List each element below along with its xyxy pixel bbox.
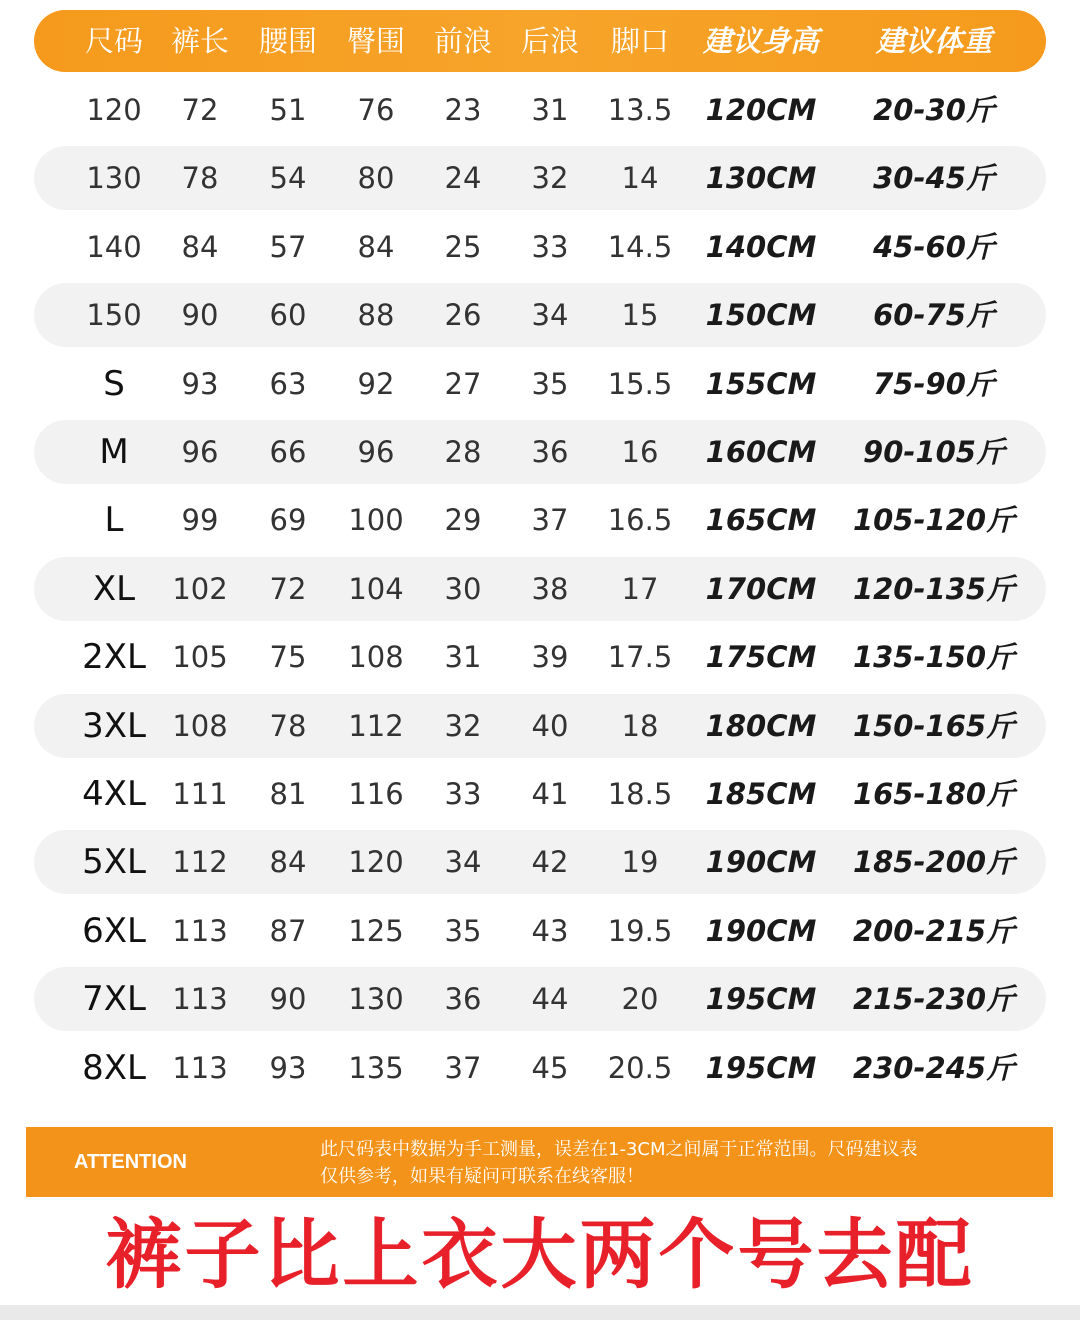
cell-height: 195CM xyxy=(705,1051,817,1085)
cell-back-rise: 45 xyxy=(531,1051,569,1085)
table-row xyxy=(34,352,1046,416)
cell-hip: 120 xyxy=(348,845,404,879)
cell-size: 7XL xyxy=(82,979,146,1019)
table-row xyxy=(34,215,1046,279)
cell-back-rise: 34 xyxy=(531,298,569,332)
header-height: 建议身高 xyxy=(702,24,820,58)
attention-banner xyxy=(26,1127,1053,1197)
size-chart-header xyxy=(34,10,1046,72)
cell-height: 180CM xyxy=(705,709,817,743)
cell-length: 90 xyxy=(181,298,219,332)
header-front-rise: 前浪 xyxy=(433,24,493,58)
header-size: 尺码 xyxy=(84,24,144,58)
cell-length: 99 xyxy=(181,503,219,537)
cell-size: 2XL xyxy=(82,637,146,677)
table-row xyxy=(34,762,1046,826)
cell-length: 105 xyxy=(172,640,228,674)
footer-strip xyxy=(0,1305,1080,1320)
cell-hip: 88 xyxy=(357,298,395,332)
cell-height: 165CM xyxy=(705,503,817,537)
cell-waist: 54 xyxy=(269,161,307,195)
cell-size: 120 xyxy=(86,93,142,127)
table-row xyxy=(34,488,1046,552)
cell-waist: 51 xyxy=(269,93,307,127)
cell-front-rise: 24 xyxy=(444,161,482,195)
cell-hem: 13.5 xyxy=(607,93,673,127)
cell-weight: 90-105斤 xyxy=(863,435,1005,469)
cell-hip: 76 xyxy=(357,93,395,127)
cell-waist: 72 xyxy=(269,572,307,606)
cell-back-rise: 31 xyxy=(531,93,569,127)
attention-line-1: 此尺码表中数据为手工测量，误差在1-3CM之间属于正常范围。尺码建议表 xyxy=(320,1139,918,1160)
cell-hip: 100 xyxy=(348,503,404,537)
cell-hip: 96 xyxy=(357,435,395,469)
cell-front-rise: 33 xyxy=(444,777,482,811)
cell-hem: 18 xyxy=(621,709,659,743)
cell-hip: 108 xyxy=(348,640,404,674)
cell-height: 155CM xyxy=(705,367,817,401)
cell-length: 108 xyxy=(172,709,228,743)
cell-front-rise: 25 xyxy=(444,230,482,264)
cell-back-rise: 36 xyxy=(531,435,569,469)
table-row xyxy=(34,899,1046,963)
cell-hip: 130 xyxy=(348,982,404,1016)
cell-height: 190CM xyxy=(705,845,817,879)
cell-hem: 14.5 xyxy=(607,230,673,264)
cell-weight: 120-135斤 xyxy=(852,572,1016,606)
cell-back-rise: 40 xyxy=(531,709,569,743)
cell-waist: 84 xyxy=(269,845,307,879)
cell-weight: 165-180斤 xyxy=(852,777,1016,811)
cell-size: 150 xyxy=(86,298,142,332)
cell-length: 96 xyxy=(181,435,219,469)
cell-hem: 19.5 xyxy=(607,914,673,948)
table-row xyxy=(34,694,1046,758)
cell-size: 130 xyxy=(86,161,142,195)
cell-waist: 60 xyxy=(269,298,307,332)
cell-waist: 63 xyxy=(269,367,307,401)
cell-hem: 16 xyxy=(621,435,659,469)
table-row xyxy=(34,625,1046,689)
table-row xyxy=(34,420,1046,484)
cell-weight: 185-200斤 xyxy=(852,845,1016,879)
cell-waist: 66 xyxy=(269,435,307,469)
cell-front-rise: 35 xyxy=(444,914,482,948)
cell-hem: 14 xyxy=(621,161,659,195)
cell-back-rise: 41 xyxy=(531,777,569,811)
cell-length: 93 xyxy=(181,367,219,401)
cell-waist: 90 xyxy=(269,982,307,1016)
header-length: 裤长 xyxy=(170,24,230,58)
cell-length: 113 xyxy=(172,982,228,1016)
cell-size: 3XL xyxy=(82,706,146,746)
cell-waist: 75 xyxy=(269,640,307,674)
cell-length: 78 xyxy=(181,161,219,195)
cell-hem: 17 xyxy=(621,572,659,606)
cell-hip: 84 xyxy=(357,230,395,264)
cell-back-rise: 32 xyxy=(531,161,569,195)
cell-height: 120CM xyxy=(705,93,817,127)
cell-weight: 105-120斤 xyxy=(852,503,1016,537)
cell-waist: 78 xyxy=(269,709,307,743)
table-row xyxy=(34,1036,1046,1100)
cell-back-rise: 37 xyxy=(531,503,569,537)
cell-back-rise: 39 xyxy=(531,640,569,674)
cell-height: 190CM xyxy=(705,914,817,948)
cell-front-rise: 23 xyxy=(444,93,482,127)
cell-front-rise: 36 xyxy=(444,982,482,1016)
sizing-note: 裤子比上衣大两个号去配 xyxy=(105,1210,975,1299)
cell-hip: 116 xyxy=(348,777,404,811)
cell-length: 102 xyxy=(172,572,228,606)
cell-weight: 30-45斤 xyxy=(873,161,995,195)
header-hem: 脚口 xyxy=(610,24,670,58)
header-waist: 腰围 xyxy=(258,24,318,58)
cell-front-rise: 26 xyxy=(444,298,482,332)
table-row xyxy=(34,830,1046,894)
cell-hip: 135 xyxy=(348,1051,404,1085)
cell-size: 140 xyxy=(86,230,142,264)
cell-waist: 81 xyxy=(269,777,307,811)
cell-size: 8XL xyxy=(82,1048,146,1088)
cell-hem: 17.5 xyxy=(607,640,673,674)
cell-size: L xyxy=(104,500,124,540)
table-row xyxy=(34,557,1046,621)
cell-weight: 45-60斤 xyxy=(873,230,995,264)
cell-hip: 92 xyxy=(357,367,395,401)
cell-height: 185CM xyxy=(705,777,817,811)
cell-front-rise: 29 xyxy=(444,503,482,537)
cell-weight: 150-165斤 xyxy=(852,709,1016,743)
cell-back-rise: 33 xyxy=(531,230,569,264)
cell-height: 195CM xyxy=(705,982,817,1016)
cell-weight: 135-150斤 xyxy=(852,640,1016,674)
table-row xyxy=(34,146,1046,210)
header-back-rise: 后浪 xyxy=(520,24,580,58)
cell-back-rise: 44 xyxy=(531,982,569,1016)
attention-description xyxy=(320,1136,1020,1190)
table-row xyxy=(34,283,1046,347)
cell-weight: 215-230斤 xyxy=(852,982,1016,1016)
cell-front-rise: 34 xyxy=(444,845,482,879)
header-weight: 建议体重 xyxy=(875,24,993,58)
cell-back-rise: 42 xyxy=(531,845,569,879)
cell-hem: 20.5 xyxy=(607,1051,673,1085)
cell-height: 170CM xyxy=(705,572,817,606)
cell-front-rise: 37 xyxy=(444,1051,482,1085)
cell-length: 113 xyxy=(172,914,228,948)
cell-back-rise: 35 xyxy=(531,367,569,401)
cell-weight: 230-245斤 xyxy=(852,1051,1016,1085)
cell-back-rise: 38 xyxy=(531,572,569,606)
cell-height: 140CM xyxy=(705,230,817,264)
cell-weight: 75-90斤 xyxy=(873,367,995,401)
cell-length: 112 xyxy=(172,845,228,879)
cell-weight: 200-215斤 xyxy=(852,914,1016,948)
cell-weight: 60-75斤 xyxy=(873,298,995,332)
cell-hem: 16.5 xyxy=(607,503,673,537)
cell-front-rise: 27 xyxy=(444,367,482,401)
cell-height: 175CM xyxy=(705,640,817,674)
cell-size: 5XL xyxy=(82,842,146,882)
table-row xyxy=(34,967,1046,1031)
cell-waist: 57 xyxy=(269,230,307,264)
cell-front-rise: 31 xyxy=(444,640,482,674)
cell-hip: 125 xyxy=(348,914,404,948)
cell-waist: 69 xyxy=(269,503,307,537)
cell-hem: 15.5 xyxy=(607,367,673,401)
cell-waist: 87 xyxy=(269,914,307,948)
cell-size: M xyxy=(99,432,129,472)
cell-hem: 15 xyxy=(621,298,659,332)
cell-size: S xyxy=(103,364,125,404)
cell-hip: 104 xyxy=(348,572,404,606)
header-hip: 臀围 xyxy=(346,24,406,58)
cell-front-rise: 28 xyxy=(444,435,482,469)
cell-length: 72 xyxy=(181,93,219,127)
cell-height: 160CM xyxy=(705,435,817,469)
cell-hem: 19 xyxy=(621,845,659,879)
cell-length: 84 xyxy=(181,230,219,264)
cell-hem: 18.5 xyxy=(607,777,673,811)
cell-weight: 20-30斤 xyxy=(873,93,995,127)
cell-length: 113 xyxy=(172,1051,228,1085)
cell-length: 111 xyxy=(172,777,228,811)
cell-size: 4XL xyxy=(82,774,146,814)
cell-hem: 20 xyxy=(621,982,659,1016)
table-row xyxy=(34,78,1046,142)
cell-hip: 80 xyxy=(357,161,395,195)
cell-height: 130CM xyxy=(705,161,817,195)
cell-front-rise: 30 xyxy=(444,572,482,606)
cell-size: 6XL xyxy=(82,911,146,951)
cell-size: XL xyxy=(92,569,136,609)
cell-height: 150CM xyxy=(705,298,817,332)
attention-title: ATTENTION xyxy=(74,1151,187,1173)
cell-front-rise: 32 xyxy=(444,709,482,743)
attention-line-2: 仅供参考，如果有疑问可联系在线客服！ xyxy=(320,1166,644,1187)
cell-waist: 93 xyxy=(269,1051,307,1085)
cell-back-rise: 43 xyxy=(531,914,569,948)
cell-hip: 112 xyxy=(348,709,404,743)
